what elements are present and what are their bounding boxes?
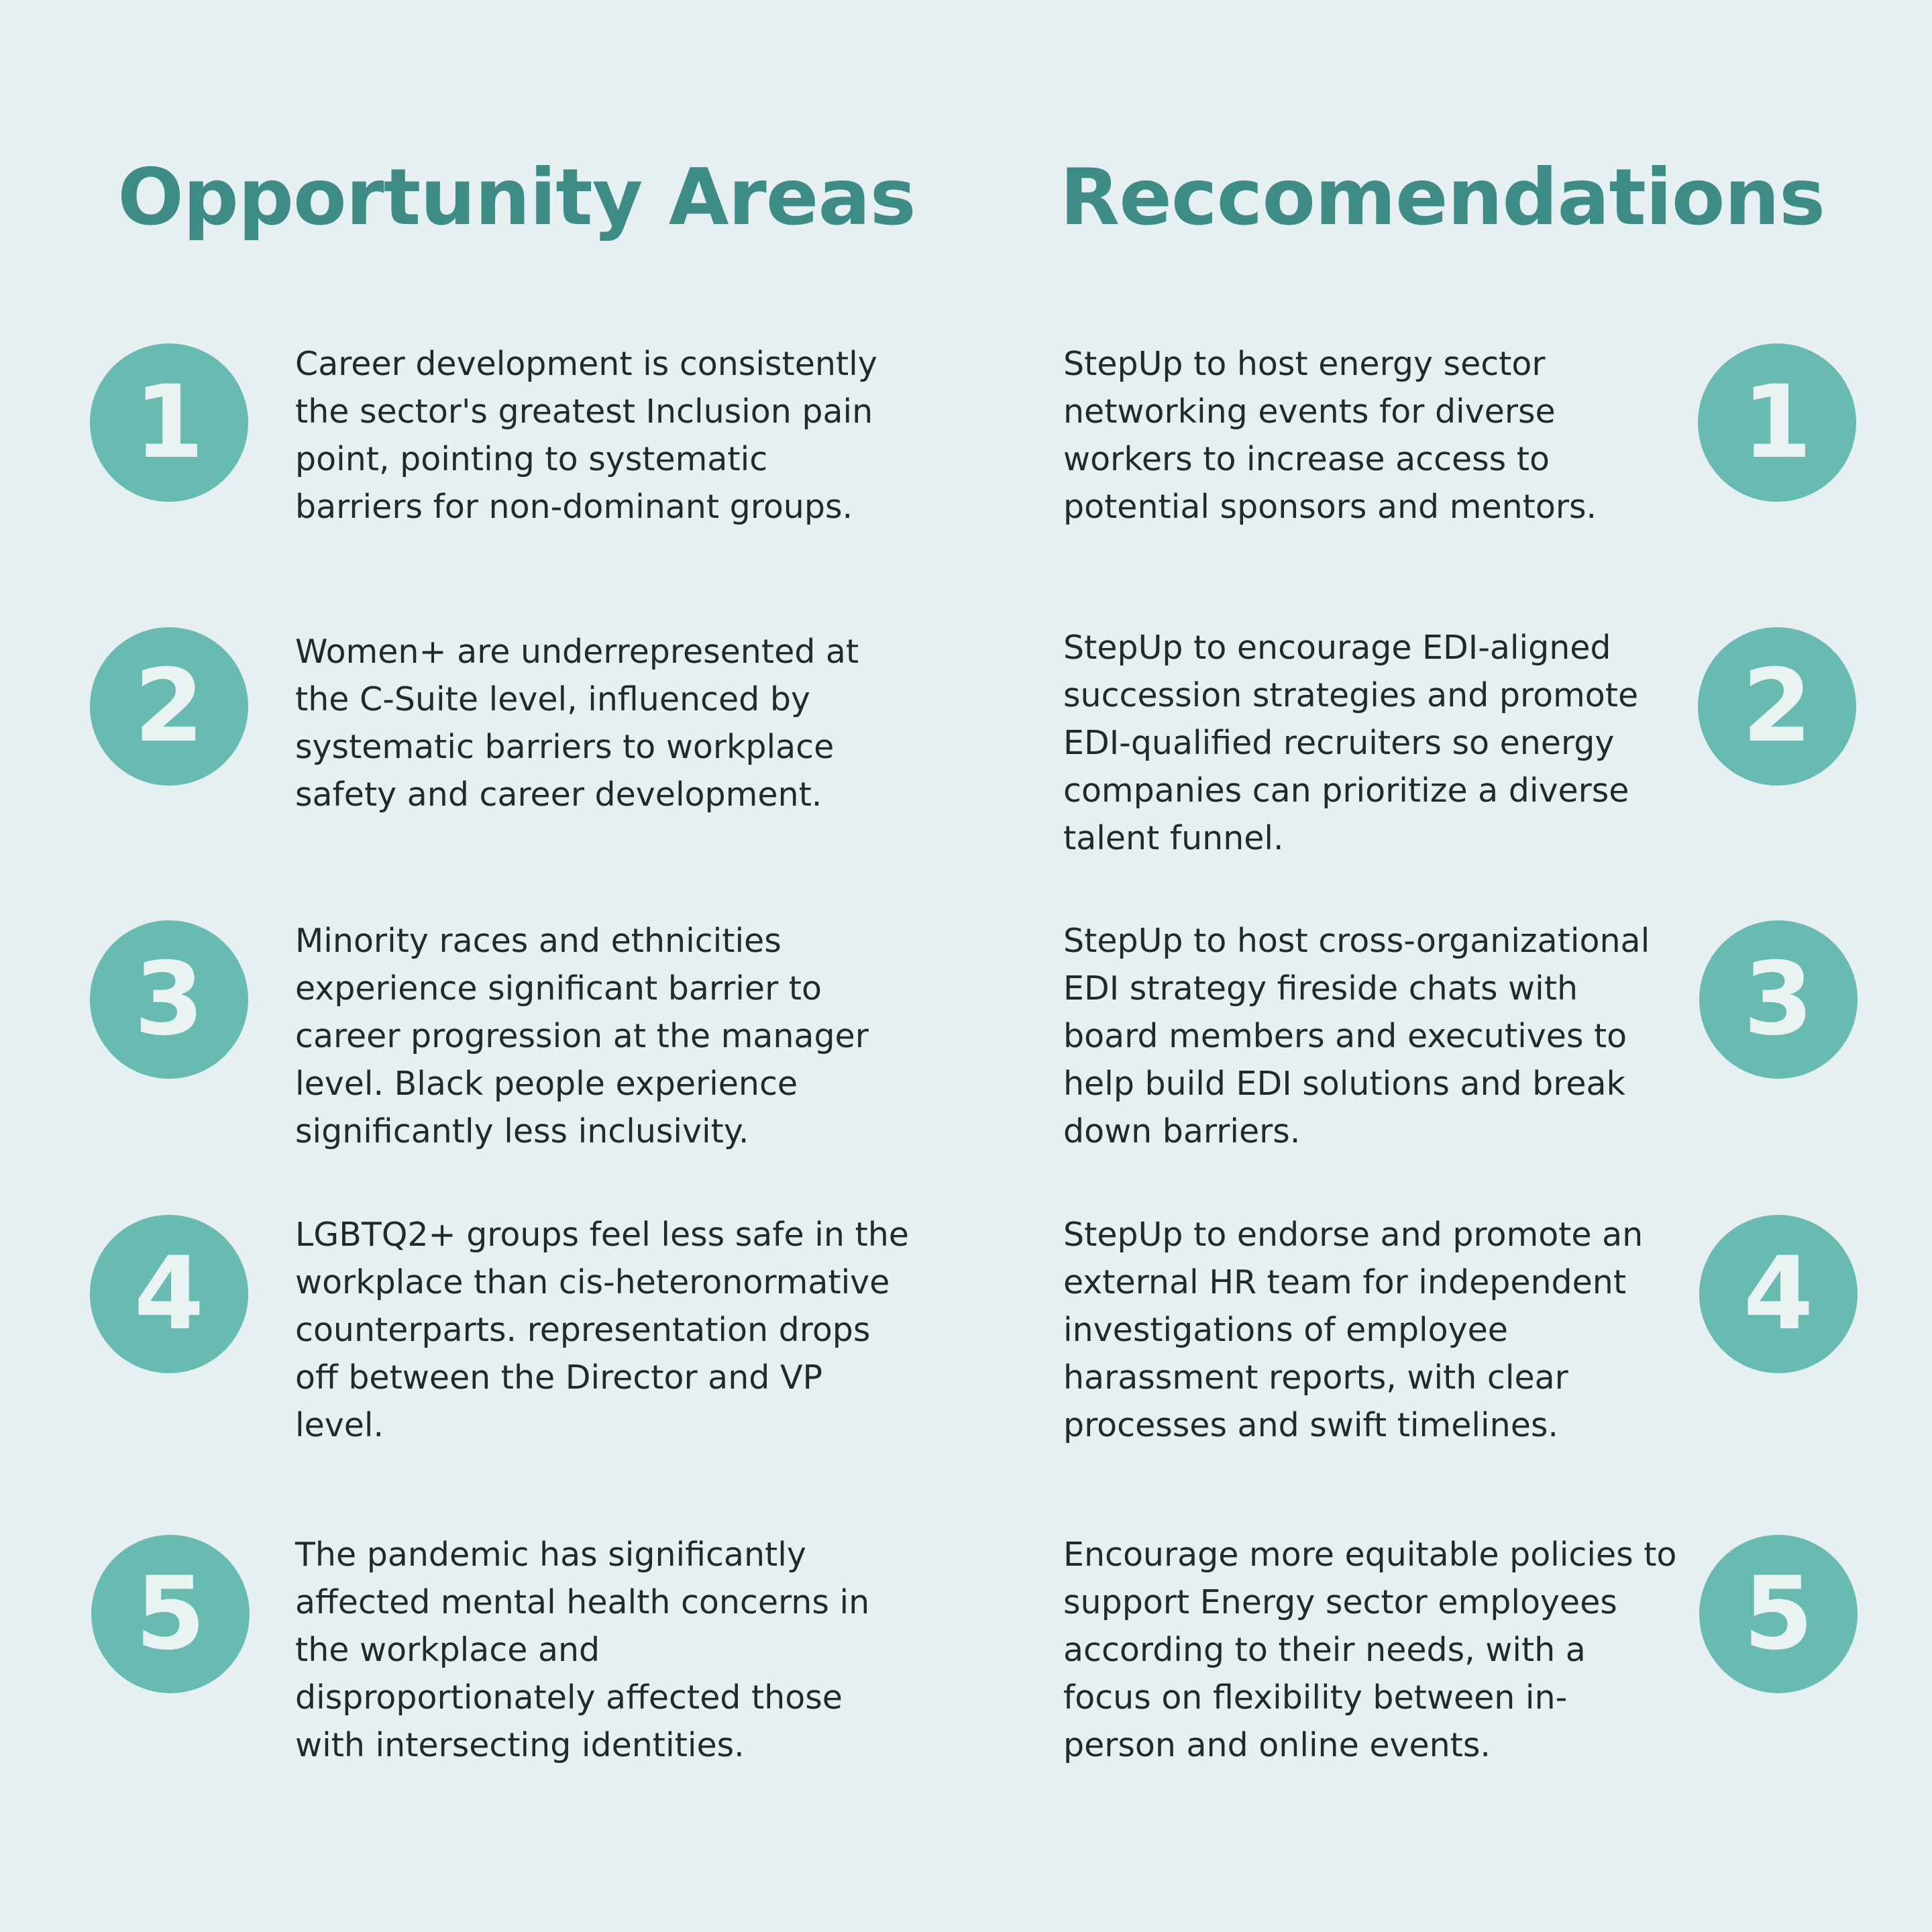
opportunity-number-badge-4: 4 xyxy=(90,1215,248,1373)
opportunity-number-badge-5: 5 xyxy=(91,1535,250,1693)
recommendation-number-badge-3: 3 xyxy=(1699,920,1858,1079)
opportunity-text-5: The pandemic has significantly affected mental health concerns in the workplace and disproportionately affected those with intersecting identities. xyxy=(295,1536,870,1764)
recommendation-text-1: StepUp to host energy sector networking events for diverse workers to increase access to potential sponsors and mentors. xyxy=(1063,345,1597,526)
recommendation-number-badge-5: 5 xyxy=(1699,1535,1858,1693)
opportunity-text-4: LGBTQ2+ groups feel less safe in the workplace than cis-heteronormative counterparts. representation drops off between the Director and VP level. xyxy=(295,1216,909,1444)
recommendation-number-badge-4: 4 xyxy=(1699,1215,1858,1373)
opportunity-number-badge-3: 3 xyxy=(90,920,248,1079)
opportunity-areas-heading: Opportunity Areas xyxy=(117,152,916,243)
recommendation-text-4: StepUp to endorse and promote an external HR team for independent investigations of employee harassment reports, with clear processes and swift timelines. xyxy=(1063,1216,1644,1444)
recommendation-text-2: StepUp to encourage EDI-aligned succession strategies and promote EDI-qualified recruiters so energy companies can prioritize a diverse talent funnel. xyxy=(1063,629,1639,857)
opportunity-number-badge-1: 1 xyxy=(90,343,248,502)
recommendation-text-5: Encourage more equitable policies to support Energy sector employees according to their needs, with a focus on flexibility between in- person and online events. xyxy=(1063,1536,1677,1764)
recommendations-heading: Reccomendations xyxy=(1059,152,1825,243)
recommendation-text-3: StepUp to host cross-organizational EDI strategy fireside chats with board members and executives to help build EDI solutions and break down barriers. xyxy=(1063,922,1650,1150)
opportunity-text-2: Women+ are underrepresented at the C-Suite level, influenced by systematic barriers to workplace safety and career development. xyxy=(295,633,859,814)
opportunity-text-1: Career development is consistently the sector's greatest Inclusion pain point, pointing to systematic barriers for non-dominant groups. xyxy=(295,345,877,526)
opportunity-number-badge-2: 2 xyxy=(90,627,248,786)
recommendation-number-badge-2: 2 xyxy=(1698,627,1856,786)
recommendation-number-badge-1: 1 xyxy=(1698,343,1856,502)
opportunity-text-3: Minority races and ethnicities experience significant barrier to career progression at the manager level. Black people experience significantly less inclusivity. xyxy=(295,922,869,1150)
